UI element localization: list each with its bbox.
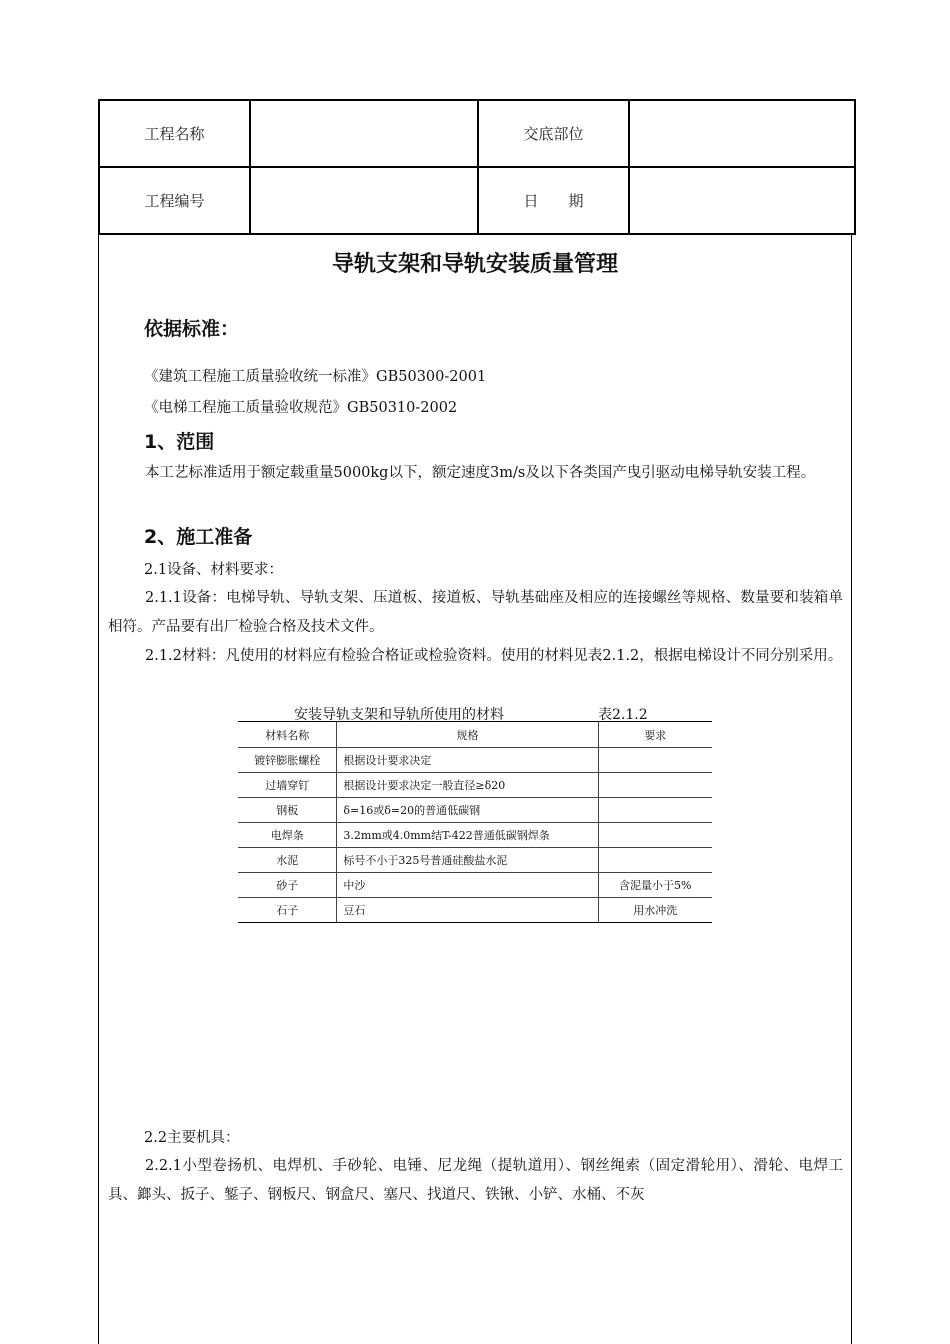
table-row [238, 798, 712, 823]
material-requirement: 用水冲洗 [598, 898, 712, 923]
material-name: 过墙穿钉 [238, 773, 337, 798]
materials-table-title: 安装导轨支架和导轨所使用的材料 [294, 707, 504, 723]
material-spec: 根据设计要求决定一般直径≥δ20 [337, 773, 598, 798]
column-header-name: 材料名称 [238, 722, 337, 748]
material-requirement [598, 748, 712, 773]
location-field[interactable] [629, 100, 855, 167]
section-2-2-1: 2.2.1小型卷扬机、电焊机、手砂轮、电锤、尼龙绳（提轨道用）、钢丝绳索（固定滑轮用）、滑轮、电焊工具、鎯头、扳子、錾子、钢板尺、钢盒尺、塞尺、找道尺、铁锹、小铲、水桶、不灰 [108, 1158, 843, 1203]
materials-table-number: 表2.1.2 [598, 707, 648, 723]
material-name: 石子 [238, 898, 337, 923]
material-requirement [598, 848, 712, 873]
project-no-field[interactable] [250, 167, 478, 234]
material-requirement [598, 823, 712, 848]
header-info-table [98, 99, 856, 235]
material-spec: 标号不小于325号普通硅酸盐水泥 [337, 848, 598, 873]
table-row [238, 873, 712, 898]
section-2-1-2: 2.1.2材料：凡使用的材料应有检验合格证或检验资料。使用的材料见表2.1.2，根据电梯设计不同分别采用。 [145, 648, 843, 664]
table-row [238, 773, 712, 798]
standard-item-1: 《建筑工程施工质量验收统一标准》GB50300-2001 [144, 369, 487, 385]
material-requirement [598, 798, 712, 823]
material-name: 砂子 [238, 873, 337, 898]
table-row [238, 898, 712, 923]
basis-heading: 依据标准： [144, 318, 240, 340]
material-spec: 3.2mm或4.0mm结T-422普通低碳钢焊条 [337, 823, 598, 848]
table-row [238, 848, 712, 873]
section-2-1-1: 2.1.1设备：电梯导轨、导轨支架、压道板、接道板、导轨基础座及相应的连接螺丝等规格、数量要和装箱单相符。产品要有出厂检验合格及技术文件。 [108, 590, 843, 635]
material-spec: 根据设计要求决定 [337, 748, 598, 773]
material-spec: 中沙 [337, 873, 598, 898]
material-name: 钢板 [238, 798, 337, 823]
material-name: 镀锌膨胀螺栓 [238, 748, 337, 773]
table-row [238, 823, 712, 848]
material-spec: 豆石 [337, 898, 598, 923]
section-2-2: 2.2主要机具： [144, 1130, 240, 1146]
material-requirement: 含泥量小于5% [598, 873, 712, 898]
project-name-field[interactable] [250, 100, 478, 167]
table-header-row [238, 722, 712, 748]
material-spec: δ=16或δ=20的普通低碳钢 [337, 798, 598, 823]
materials-table [238, 721, 712, 923]
project-name-label: 工程名称 [99, 100, 250, 167]
table-row [238, 748, 712, 773]
project-no-label: 工程编号 [99, 167, 250, 234]
material-requirement [598, 773, 712, 798]
material-name: 电焊条 [238, 823, 337, 848]
column-header-spec: 规格 [337, 722, 598, 748]
location-label: 交底部位 [478, 100, 629, 167]
standard-item-2: 《电梯工程施工质量验收规范》GB50310-2002 [144, 400, 458, 416]
section-2-1: 2.1设备、材料要求： [144, 562, 284, 578]
date-label: 日 期 [478, 167, 629, 234]
page-title: 导轨支架和导轨安装质量管理 [331, 252, 618, 277]
date-field[interactable] [629, 167, 855, 234]
section-2-heading: 2、施工准备 [144, 526, 253, 548]
material-name: 水泥 [238, 848, 337, 873]
section-1-text: 本工艺标准适用于额定载重量5000kg以下，额定速度3m/s及以下各类国产曳引驱动电梯导轨安装工程。 [145, 465, 816, 481]
section-1-heading: 1、范围 [144, 431, 215, 453]
column-header-requirement: 要求 [598, 722, 712, 748]
